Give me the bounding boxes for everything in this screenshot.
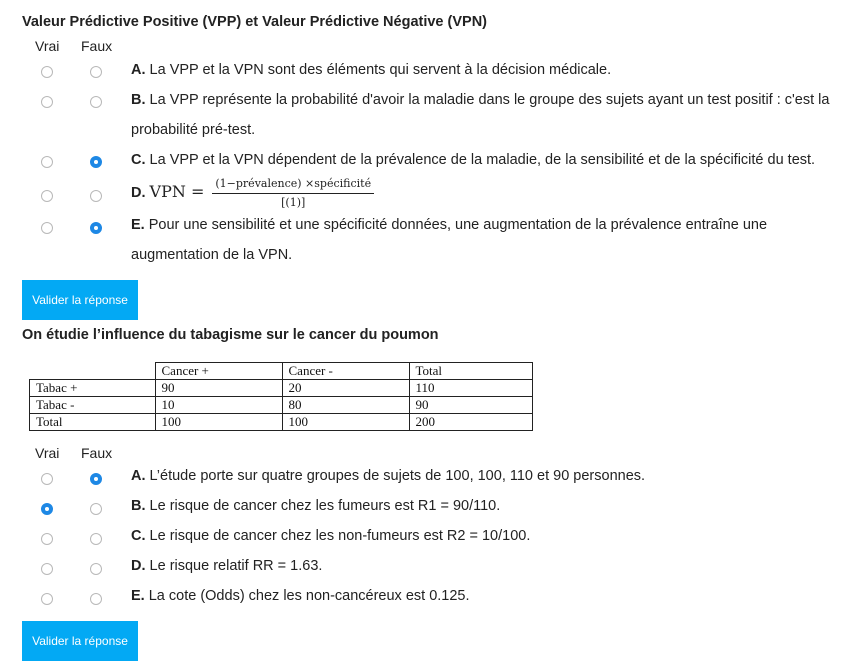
- q2-statement-e: E. La cote (Odds) chez les non-cancéreux est 0.125.: [131, 588, 470, 604]
- faux-column-header-q2: Faux: [81, 445, 113, 461]
- vrai-column-header-q2: Vrai: [35, 445, 60, 461]
- table-cell: Tabac -: [30, 397, 156, 414]
- table-cell: 90: [155, 380, 282, 397]
- q1-a-vrai-radio[interactable]: [41, 66, 53, 78]
- table-header-row: [30, 363, 533, 380]
- q2-statement-d: D. Le risque relatif RR = 1.63.: [131, 558, 323, 574]
- q1-a-faux-radio[interactable]: [90, 66, 102, 78]
- q1-d-vrai-radio[interactable]: [41, 190, 53, 202]
- vrai-column-header: Vrai: [35, 38, 60, 54]
- table-header-cell: Total: [409, 363, 532, 380]
- q2-statement-a: A. L’étude porte sur quatre groupes de sujets de 100, 100, 110 et 90 personnes.: [131, 468, 646, 484]
- table-cell: 80: [282, 397, 409, 414]
- q2-c-vrai-radio[interactable]: [41, 533, 53, 545]
- vpn-formula-fraction: $\frac{\text{(1−prévalence) ×spécificité}}{[(1)]}$: [212, 177, 374, 210]
- table-cell: 100: [155, 414, 282, 431]
- table-cell: 90: [409, 397, 532, 414]
- table-cell: 100: [282, 414, 409, 431]
- q1-statement-e: E. Pour une sensibilité et une spécificité données, une augmentation de la prévalence entraîne une augmentation de la VPN.: [131, 217, 768, 263]
- q1-statement-c: C. La VPP et la VPN dépendent de la prévalence de la maladie, de la sensibilité et de la spécificité du test.: [131, 152, 816, 168]
- q1-statement-d: D. VPN = $\frac{\text{(1−prévalence) ×spécificité}}{[(1)]}$: [131, 171, 841, 214]
- q2-d-faux-radio[interactable]: [90, 563, 102, 575]
- q1-b-vrai-radio[interactable]: [41, 96, 53, 108]
- q1-c-vrai-radio[interactable]: [41, 156, 53, 168]
- table-cell: Tabac +: [30, 380, 156, 397]
- q1-c-faux-radio[interactable]: [90, 156, 102, 168]
- q2-e-faux-radio[interactable]: [90, 593, 102, 605]
- table-row: [30, 414, 533, 431]
- table-header-cell: Cancer +: [155, 363, 282, 380]
- table-cell: [30, 363, 156, 380]
- table-row: [30, 380, 533, 397]
- q2-a-vrai-radio[interactable]: [41, 473, 53, 485]
- contingency-table: [29, 362, 533, 431]
- q2-statement-b: B. Le risque de cancer chez les fumeurs est R1 = 90/110.: [131, 498, 501, 514]
- table-cell: 10: [155, 397, 282, 414]
- q2-d-vrai-radio[interactable]: [41, 563, 53, 575]
- table-cell: 110: [409, 380, 532, 397]
- q1-e-vrai-radio[interactable]: [41, 222, 53, 234]
- validate-button-q2[interactable]: Valider la réponse: [22, 621, 138, 661]
- table-row: [30, 397, 533, 414]
- q2-c-faux-radio[interactable]: [90, 533, 102, 545]
- faux-column-header: Faux: [81, 38, 113, 54]
- q2-b-vrai-radio[interactable]: [41, 503, 53, 515]
- q1-d-faux-radio[interactable]: [90, 190, 102, 202]
- q2-e-vrai-radio[interactable]: [41, 593, 53, 605]
- validate-button-q1[interactable]: Valider la réponse: [22, 280, 138, 320]
- q1-statement-b: B. La VPP représente la probabilité d'avoir la maladie dans le groupe des sujets ayant un test positif : c'est la probabilité pré-test.: [131, 92, 830, 138]
- q1-statement-a: A. La VPP et la VPN sont des éléments qui servent à la décision médicale.: [131, 62, 612, 78]
- q2-b-faux-radio[interactable]: [90, 503, 102, 515]
- q1-e-faux-radio[interactable]: [90, 222, 102, 234]
- table-cell: 200: [409, 414, 532, 431]
- vpn-formula-lhs: VPN =: [149, 182, 205, 201]
- question-2-title: On étudie l’influence du tabagisme sur le cancer du poumon: [22, 327, 439, 343]
- table-header-cell: Cancer -: [282, 363, 409, 380]
- table-cell: Total: [30, 414, 156, 431]
- q1-b-faux-radio[interactable]: [90, 96, 102, 108]
- q2-statement-c: C. Le risque de cancer chez les non-fumeurs est R2 = 10/100.: [131, 528, 531, 544]
- q2-a-faux-radio[interactable]: [90, 473, 102, 485]
- table-cell: 20: [282, 380, 409, 397]
- question-1-title: Valeur Prédictive Positive (VPP) et Valeur Prédictive Négative (VPN): [22, 14, 487, 30]
